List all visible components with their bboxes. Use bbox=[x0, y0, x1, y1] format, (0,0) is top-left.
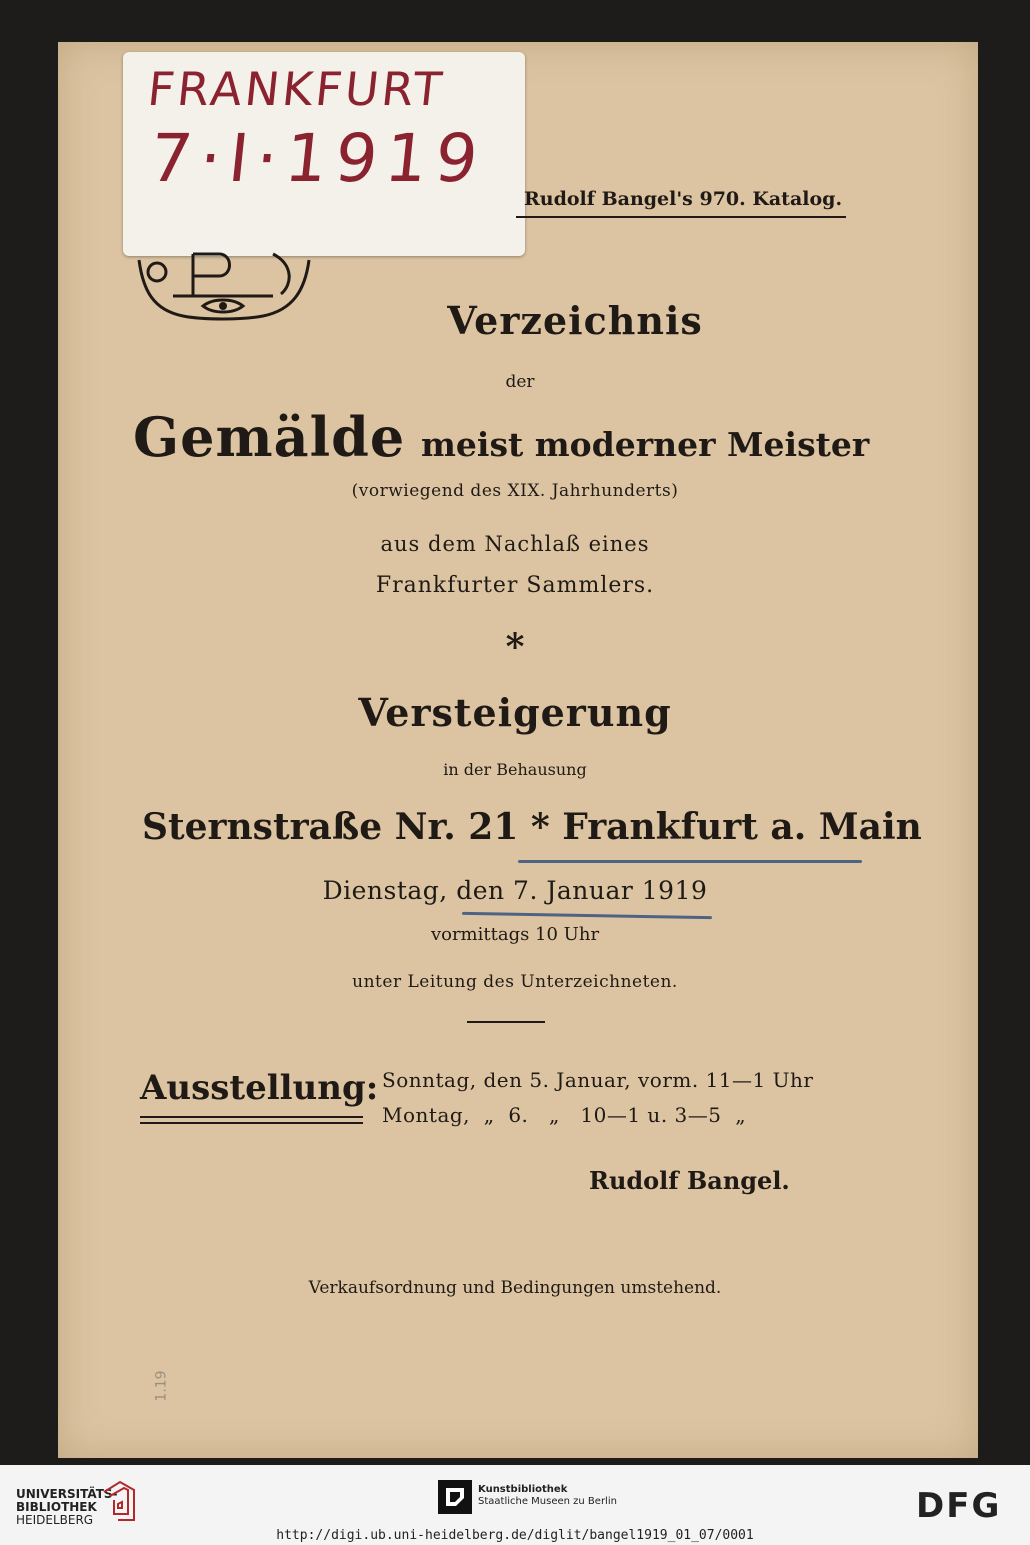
subtitle: (vorwiegend des XIX. Jahrhunderts) bbox=[351, 481, 679, 501]
title-meister: meist moderner Meister bbox=[421, 425, 870, 464]
auction-leitung: unter Leitung des Unterzeichneten. bbox=[352, 972, 678, 992]
catalog-underline bbox=[516, 216, 846, 218]
signature: Rudolf Bangel. bbox=[589, 1166, 790, 1195]
exhibition-underline-2 bbox=[140, 1122, 363, 1124]
auction-location-intro: in der Behausung bbox=[443, 760, 587, 779]
auction-date: Dienstag, den 7. Januar 1919 bbox=[322, 876, 708, 905]
ub-line-3: HEIDELBERG bbox=[16, 1513, 94, 1527]
kunstbibliothek-logo-icon[interactable] bbox=[438, 1480, 472, 1514]
pencil-note: 1.19 bbox=[153, 1370, 170, 1402]
exhibition-underline-1 bbox=[140, 1116, 363, 1118]
ub-line-1: UNIVERSITÄTS- bbox=[16, 1487, 118, 1501]
asterisk-divider: * bbox=[505, 626, 525, 668]
auction-time: vormittags 10 Uhr bbox=[430, 924, 600, 945]
dfg-logo[interactable]: DFG bbox=[916, 1486, 1002, 1526]
ub-heidelberg-logo-icon[interactable] bbox=[100, 1478, 138, 1524]
kb-line-1: Kunstbibliothek bbox=[478, 1484, 568, 1495]
nachlass-line-2: Frankfurter Sammlers. bbox=[375, 573, 655, 598]
kunstbibliothek-text[interactable] bbox=[478, 1484, 617, 1508]
label-city: FRANKFURT bbox=[145, 62, 448, 116]
title-verzeichnis: Verzeichnis bbox=[447, 298, 703, 343]
catalog-number: Rudolf Bangel's 970. Katalog. bbox=[524, 188, 843, 210]
nachlass-line-1: aus dem Nachlaß eines bbox=[380, 532, 650, 556]
title-der: der bbox=[505, 372, 535, 392]
exhibition-line-2: Montag, „ 6. „ 10—1 u. 3—5 „ bbox=[382, 1103, 747, 1127]
source-url[interactable]: http://digi.ub.uni-heidelberg.de/diglit/bangel1919_01_07/0001 bbox=[276, 1528, 754, 1543]
label-date: 7·I·1919 bbox=[145, 120, 490, 197]
section-divider bbox=[467, 1021, 545, 1023]
terms-note: Verkaufsordnung und Bedingungen umstehend. bbox=[308, 1278, 722, 1298]
ink-underline-address bbox=[518, 860, 862, 863]
exhibition-label: Ausstellung: bbox=[140, 1068, 379, 1108]
auction-address: Sternstraße Nr. 21 * Frankfurt a. Main bbox=[142, 806, 922, 848]
exhibition-line-1: Sonntag, den 5. Januar, vorm. 11—1 Uhr bbox=[382, 1068, 814, 1092]
title-gemaelde: Gemälde bbox=[133, 405, 406, 469]
auction-heading: Versteigerung bbox=[358, 690, 672, 735]
kb-line-2: Staatliche Museen zu Berlin bbox=[478, 1496, 617, 1507]
ub-line-2: BIBLIOTHEK bbox=[16, 1500, 97, 1514]
